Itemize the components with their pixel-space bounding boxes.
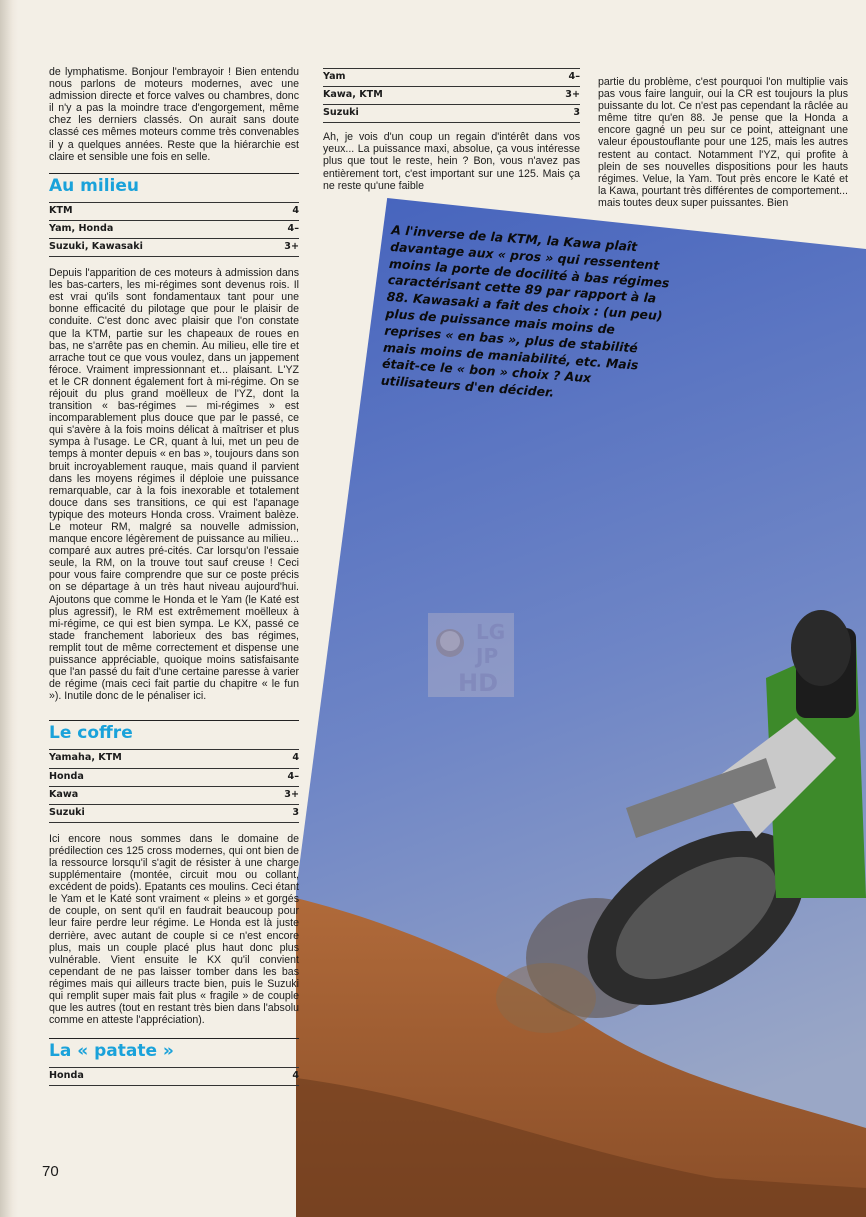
rating-name: Yamaha, KTM bbox=[49, 750, 259, 768]
rating-row bbox=[49, 1068, 299, 1086]
rating-name: Suzuki, Kawasaki bbox=[49, 238, 259, 256]
rating-score: 3+ bbox=[259, 786, 299, 804]
svg-text:LG: LG bbox=[476, 620, 506, 644]
rating-name: KTM bbox=[49, 202, 259, 220]
le-coffre-text: Ici encore nous sommes dans le domaine de prédilection ces 125 cross modernes, qui ont bien de la ressource lorsqu'il s'agit de résister à une charge supplémentaire (montée, circuit mou ou collant, excédent de poids). Epatants ces moulins. Ceci étant le Yam et le Katé sont vraiment « pleins » et gorgés de couple, on sent qu'il en faudrait beaucoup pour leur faire perdre leur régime. Le Honda est là juste derrière, avec autant de couple si ce n'est encore plus, mais un couple placé plus haut donc plus vulnérable. Vient ensuite le KX qu'il convient cependant de ne pas laisser tomber dans les bas régimes mais qui ailleurs tracte bien, puis le Suzuki qui remplit super mais fait plus « fragile » de couple que les autres (tout en restant très bien dans l'absolu comme en atteste l'appréciation). bbox=[49, 832, 299, 1027]
rating-name: Yam bbox=[323, 69, 540, 87]
rating-name: Suzuki bbox=[49, 804, 259, 822]
rating-score: 4– bbox=[259, 220, 299, 238]
rating-row bbox=[49, 804, 299, 822]
rating-score: 4 bbox=[259, 202, 299, 220]
col3-text: partie du problème, c'est pourquoi l'on multiplie vais pas vous faire languir, oui la CR est toujours la plus puissante du lot. Ce n'est pas cependant la râclée au même titre qu'en 88. Je pense que la Honda a encore gagné un peu sur ce point, atteignant une valeur époustouflante pour une 125, mais les autres restent au contact. Notamment l'YZ, qui profite à plein de ses nouvelles dispositions pour les hauts régimes. Velue, la Yam. Tout près encore le Katé et la Kawa, pourtant très différentes de comportement... mais toutes deux super puissantes. Bien bbox=[598, 76, 848, 209]
rating-row bbox=[49, 786, 299, 804]
rating-score: 3+ bbox=[259, 238, 299, 256]
rating-name: Honda bbox=[49, 1068, 259, 1086]
rating-row bbox=[49, 238, 299, 256]
rating-score: 4– bbox=[259, 768, 299, 786]
rating-name: Honda bbox=[49, 768, 259, 786]
rating-row bbox=[323, 87, 580, 105]
rating-row bbox=[323, 105, 580, 123]
rating-score: 4– bbox=[540, 69, 580, 87]
rating-score: 3 bbox=[540, 105, 580, 123]
intro-paragraph: de lymphatisme. Bonjour l'embrayoir ! Bien entendu nous parlons de moteurs modernes, avec une admission directe et force valves ou chambres, donc il n'y a pas la moindre trace d'engorgement, même chez les derniers classés. On aurait sans doute classé ces mêmes moteurs comme très convenables il y a quelques années. Reste que la hiérarchie est claire et sensible une fois en selle. bbox=[49, 66, 299, 163]
rating-name: Kawa, KTM bbox=[323, 87, 540, 105]
col2-text: Ah, je vois d'un coup un regain d'intérêt dans vos yeux... La puissance maxi, absolue, ça vous intéresse plus que tout le reste, hein ? Bon, vous n'avez pas entièrement tort, c'est important sur une 125. Mais ça ne reste qu'une faible bbox=[323, 131, 580, 192]
page-number: 70 bbox=[42, 1163, 59, 1180]
column-3 bbox=[598, 76, 848, 209]
rating-row bbox=[49, 202, 299, 220]
svg-text:JP: JP bbox=[476, 644, 499, 668]
column-1 bbox=[49, 66, 299, 1096]
section-title-au-milieu: Au milieu bbox=[49, 173, 299, 196]
section-title-la-patate: La « patate » bbox=[49, 1038, 299, 1061]
rating-row bbox=[49, 768, 299, 786]
rating-table-la-patate bbox=[49, 1067, 299, 1086]
svg-text:HD: HD bbox=[458, 669, 499, 697]
rating-score: 4 bbox=[259, 750, 299, 768]
rating-table-col2 bbox=[323, 68, 580, 123]
rating-table-au-milieu bbox=[49, 202, 299, 257]
rating-row bbox=[49, 220, 299, 238]
rating-row bbox=[323, 69, 580, 87]
rating-name: Suzuki bbox=[323, 105, 540, 123]
lgjp-watermark-logo bbox=[428, 613, 514, 697]
column-2 bbox=[323, 68, 580, 192]
rating-name: Kawa bbox=[49, 786, 259, 804]
rating-row bbox=[49, 750, 299, 768]
photo-caption: A l'inverse de la KTM, la Kawa plaît davantage aux « pros » qui ressentent moins la porte de docilité à bas régimes caractérisant cette 89 par rapport à la 88. Kawasaki a fait des choix : (un peu) plus de puissance mais moins de reprises « en bas », plus de stabilité mais moins de maniabilité, etc. Mais était-ce le « bon » choix ? Aux utilisateurs d'en décider. bbox=[380, 222, 670, 400]
rating-name: Yam, Honda bbox=[49, 220, 259, 238]
rating-table-le-coffre bbox=[49, 749, 299, 822]
rating-score: 3+ bbox=[540, 87, 580, 105]
rating-score: 4 bbox=[259, 1068, 299, 1086]
rating-score: 3 bbox=[259, 804, 299, 822]
section-title-le-coffre: Le coffre bbox=[49, 720, 299, 743]
page-binding-shadow bbox=[0, 0, 18, 1217]
au-milieu-text: Depuis l'apparition de ces moteurs à admission dans les bas-carters, les mi-régimes sont devenus rois. Il est vrai qu'ils sont fondamentaux tant pour une bonne efficacité du pilotage que pour le plaisir de conduite. C'est donc avec plaisir que l'on constate que la KTM, partie sur les chapeaux de roues en bas, ne s'arrête pas en chemin. Au milieu, elle tire et arrache tout ce que vous voulez, dans un jappement féroce. Vraiment impressionnant et... plaisant. L'YZ et le CR donnent également fort à mi-régime. On se réjouit du plus grand moëlleux de l'YZ, dont la transition « bas-régimes — mi-régimes » est incomparablement plus douce que par le passé, ce qui s'avère à la fois moins délicat à maîtriser et plus sympa à l'usage. Le CR, quant à lui, met un peu de temps à monter depuis « en bas », toujours dans son bruit incroyablement rauque, mais quand il parvient dans les moyens régimes il déploie une puissance remarquable, car à la fois inexorable et totalement douce dans ses transitions, ce qui est l'apanage typique des moteurs Honda cross. Vraiment balèze. Le moteur RM, malgré sa nouvelle admission, manque encore légèrement de puissance au milieu... comparé aux autres pré-cités. Car lorsqu'on l'essaie seule, la RM, on la trouve tout sauf creuse ! Ceci pour vous faire comprendre que sur ce poste précis on se départage à un très haut niveau aujourd'hui. Ajoutons que comme le Honda et le Yam (le Katé est plus agressif), le RM est extrêmement moëlleux à mi-régime, ce qui est bien sympa. Le KX, passé ce stade franchement laborieux des bas régimes, remplit tout de même correctement et dispense une puissance appréciable, quoique moins satisfaisante que l'an passé du fait d'une certaine paresse à varier de régime (mais ceci fait partie du chapitre « le fun »). Inutile donc de le pénaliser ici. bbox=[49, 267, 299, 703]
